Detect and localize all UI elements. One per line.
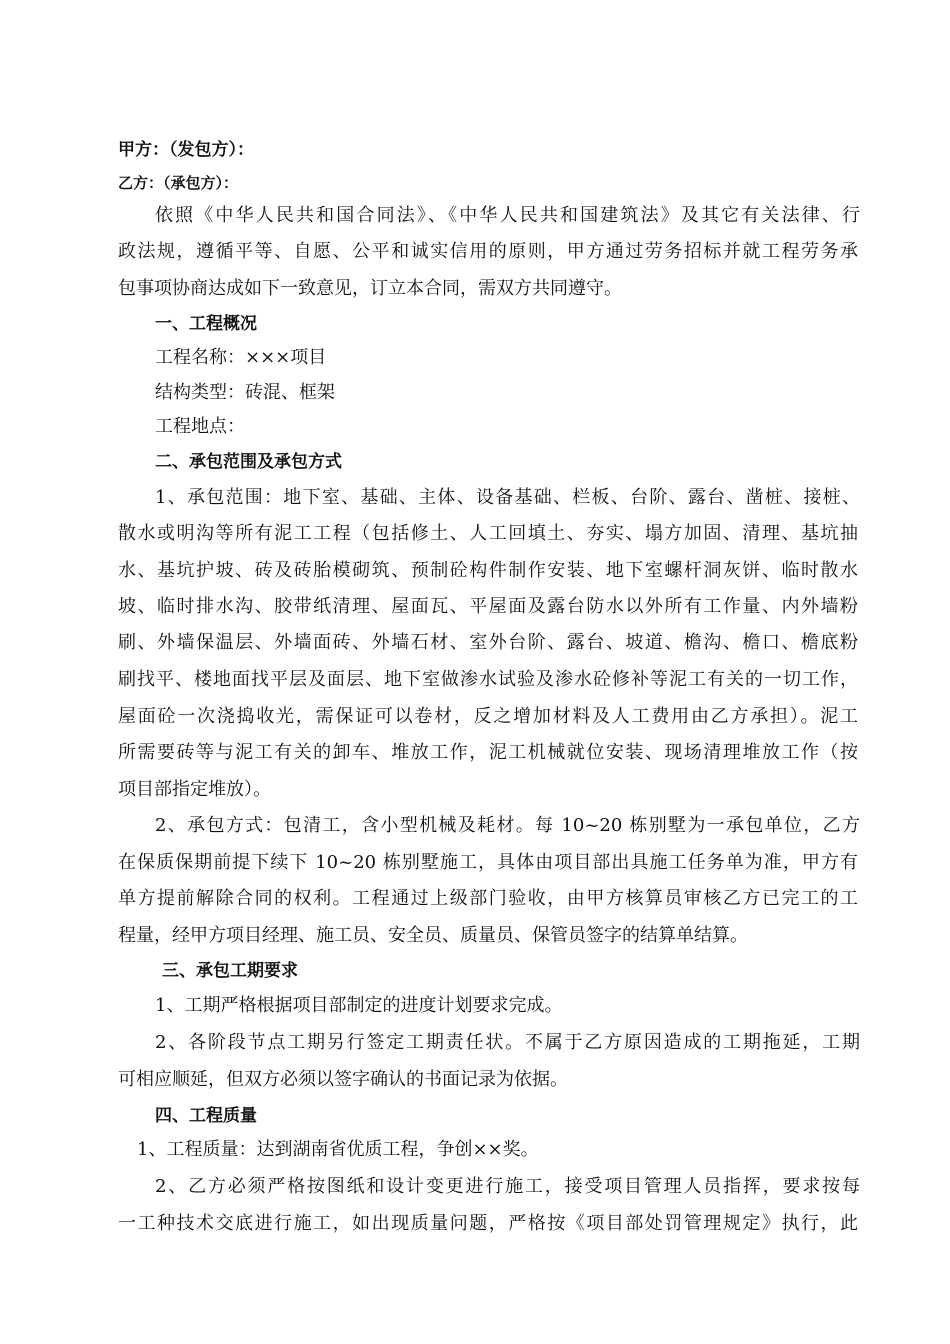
project-name: 工程名称：×××项目 [155,347,327,368]
quality-item-2-line: 2、乙方必须严格按图纸和设计变更进行施工，接受项目管理人员指挥，要求按每 [155,1176,860,1197]
method-paragraph-line: 2、承包方式：包清工，含小型机械及耗材。每 10~20 栋别墅为一承包单位，乙方 [155,815,860,836]
method-paragraph-line: 单方提前解除合同的权利。工程通过上级部门验收，由甲方核算员审核乙方已完工的工 [118,888,858,909]
scope-paragraph-line: 屋面砼一次浇捣收光，需保证可以卷材，反之增加材料及人工费用由乙方承担）。泥工 [118,706,858,727]
quality-item-1: 1、工程质量：达到湖南省优质工程，争创××奖。 [137,1139,539,1160]
quality-item-2-line: 一工种技术交底进行施工，如出现质量问题，严格按《项目部处罚管理规定》执行，此 [118,1213,858,1234]
intro-paragraph-line: 包事项协商达成如下一致意见，订立本合同，需双方共同遵守。 [118,278,622,299]
section-4-title: 四、工程质量 [155,1106,257,1126]
scope-paragraph-line: 散水或明沟等所有泥工工程（包括修土、人工回填土、夯实、塌方加固、清理、基坑抽 [118,523,858,544]
intro-paragraph-line: 政法规，遵循平等、自愿、公平和诚实信用的原则，甲方通过劳务招标并就工程劳务承 [118,241,858,262]
scope-paragraph-line: 坡、临时排水沟、胶带纸清理、屋面瓦、平屋面及露台防水以外所有工作量、内外墙粉 [118,596,858,617]
method-paragraph-line: 程量，经甲方项目经理、施工员、安全员、质量员、保管员签字的结算单结算。 [118,925,748,946]
intro-paragraph-line: 依照《中华人民共和国合同法》、《中华人民共和国建筑法》及其它有关法律、行 [155,205,860,226]
schedule-item-1: 1、工期严格根据项目部制定的进度计划要求完成。 [155,995,563,1016]
method-paragraph-line: 在保质保期前提下续下 10~20 栋别墅施工，具体由项目部出具施工任务单为准，甲方有 [118,852,858,873]
party-a-line: 甲方：（发包方）： [118,140,254,160]
scope-paragraph-line: 所需要砖等与泥工有关的卸车、堆放工作，泥工机械就位安装、现场清理堆放工作（按 [118,742,858,763]
schedule-item-2-line: 可相应顺延，但双方必须以签字确认的书面记录为依据。 [118,1069,568,1090]
scope-paragraph-line: 刷、外墙保温层、外墙面砖、外墙石材、室外台阶、露台、坡道、檐沟、檐口、檐底粉 [118,632,858,653]
schedule-item-2-line: 2、各阶段节点工期另行签定工期责任状。不属于乙方原因造成的工期拖延，工期 [155,1032,860,1053]
section-1-title: 一、工程概况 [155,314,257,334]
scope-paragraph-line: 1、承包范围：地下室、基础、主体、设备基础、栏板、台阶、露台、凿桩、接桩、 [155,487,860,508]
scope-paragraph-line: 项目部指定堆放）。 [118,779,271,800]
project-location: 工程地点： [155,416,245,437]
section-2-title: 二、承包范围及承包方式 [155,452,342,472]
structure-type: 结构类型：砖混、框架 [155,382,335,403]
party-b-line: 乙方：（承包方）： [118,174,239,192]
scope-paragraph-line: 刷找平、楼地面找平层及面层、地下室做渗水试验及渗水砼修补等泥工有关的一切工作， [118,669,858,690]
scope-paragraph-line: 水、基坑护坡、砖及砖胎模砌筑、预制砼构件制作安装、地下室螺杆洞灰饼、临时散水 [118,560,858,581]
section-3-title: 三、承包工期要求 [162,961,298,981]
